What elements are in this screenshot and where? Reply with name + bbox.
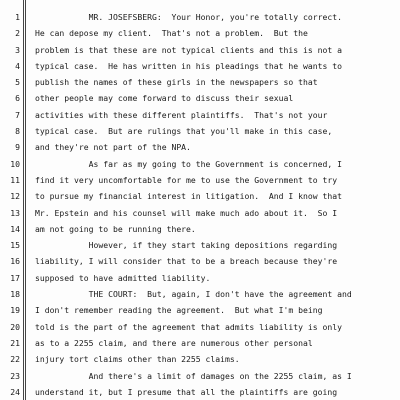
transcript-line [0, 188, 400, 204]
line-number: 3 [15, 44, 20, 55]
line-number: 2 [15, 28, 20, 39]
line-text: publish the names of these girls in the newspapers so that [35, 77, 318, 88]
transcript-line [0, 25, 400, 41]
line-number: 12 [10, 191, 20, 202]
transcript-line [0, 90, 400, 106]
line-text: As far as my going to the Government is concerned, I [35, 158, 342, 169]
line-text: And there's a limit of damages on the 2255 claim, as I [35, 370, 352, 381]
line-text: typical case. But are rulings that you'll make in this case, [35, 126, 333, 137]
line-text: Mr. Epstein and his counsel will make much ado about it. So I [35, 207, 338, 218]
line-number: 21 [10, 337, 20, 348]
transcript-line [0, 221, 400, 237]
line-number: 24 [10, 386, 20, 397]
line-text: He can depose my client. That's not a problem. But the [35, 28, 308, 39]
line-text: am not going to be running there. [35, 223, 196, 234]
line-text: find it very uncomfortable for me to use the Government to try [35, 174, 338, 185]
line-text: activities with these different plaintiffs. That's not your [35, 109, 328, 120]
line-number: 20 [10, 321, 20, 332]
transcript-line [0, 302, 400, 318]
transcript-line [0, 368, 400, 384]
line-text: typical case. He has written in his pleadings that he wants to [35, 60, 342, 71]
line-text: and they're not part of the NPA. [35, 142, 191, 153]
line-number: 7 [15, 109, 20, 120]
transcript-line [0, 270, 400, 286]
transcript-line [0, 384, 400, 400]
transcript-line [0, 156, 400, 172]
line-text: MR. JOSEFSBERG: Your Honor, you're totally correct. [35, 12, 342, 22]
line-number: 15 [10, 240, 20, 251]
transcript-line [0, 205, 400, 221]
transcript-line [0, 42, 400, 58]
transcript-line [0, 74, 400, 90]
transcript-line [0, 286, 400, 302]
transcript-line [0, 123, 400, 139]
line-number: 13 [10, 207, 20, 218]
line-number: 18 [10, 289, 20, 300]
transcript-line [0, 58, 400, 74]
line-text: other people may come forward to discuss their sexual [35, 93, 294, 104]
line-number: 16 [10, 256, 20, 267]
line-number: 19 [10, 305, 20, 316]
transcript-line [0, 139, 400, 155]
line-number: 4 [15, 60, 20, 71]
line-number: 17 [10, 272, 20, 283]
line-number: 14 [10, 223, 20, 234]
transcript-line [0, 9, 400, 25]
line-text: to pursue my financial interest in litigation. And I know that [35, 191, 342, 202]
line-text: liability, I will consider that to be a breach because they're [35, 256, 338, 267]
transcript-line [0, 319, 400, 335]
line-text: supposed to have admitted liability. [35, 272, 211, 283]
line-text: problem is that these are not typical clients and this is not a [35, 44, 342, 55]
line-text: told is the part of the agreement that admits liability is only [35, 321, 342, 332]
transcript-line [0, 107, 400, 123]
line-number: 23 [10, 370, 20, 381]
transcript-line [0, 351, 400, 367]
line-number: 9 [15, 142, 20, 153]
line-text: I don't remember reading the agreement. But what I'm being [35, 305, 323, 316]
line-text: as to a 2255 claim, and there are numerous other personal [35, 337, 313, 348]
line-number: 11 [10, 174, 20, 185]
transcript-lines [0, 9, 400, 400]
line-text: However, if they start taking depositions regarding [35, 240, 338, 251]
transcript-line [0, 237, 400, 253]
line-text: THE COURT: But, again, I don't have the agreement and [35, 289, 352, 300]
line-text: understand it, but I presume that all the plaintiffs are going [35, 386, 338, 397]
line-number: 5 [15, 77, 20, 88]
line-number: 8 [15, 126, 20, 137]
transcript-line [0, 253, 400, 269]
line-text: injury tort claims other than 2255 claims. [35, 354, 240, 365]
line-number: 6 [15, 93, 20, 104]
line-number: 22 [10, 354, 20, 365]
transcript-line [0, 172, 400, 188]
line-number: 10 [10, 158, 20, 169]
line-number: 1 [15, 12, 20, 22]
transcript-line [0, 335, 400, 351]
